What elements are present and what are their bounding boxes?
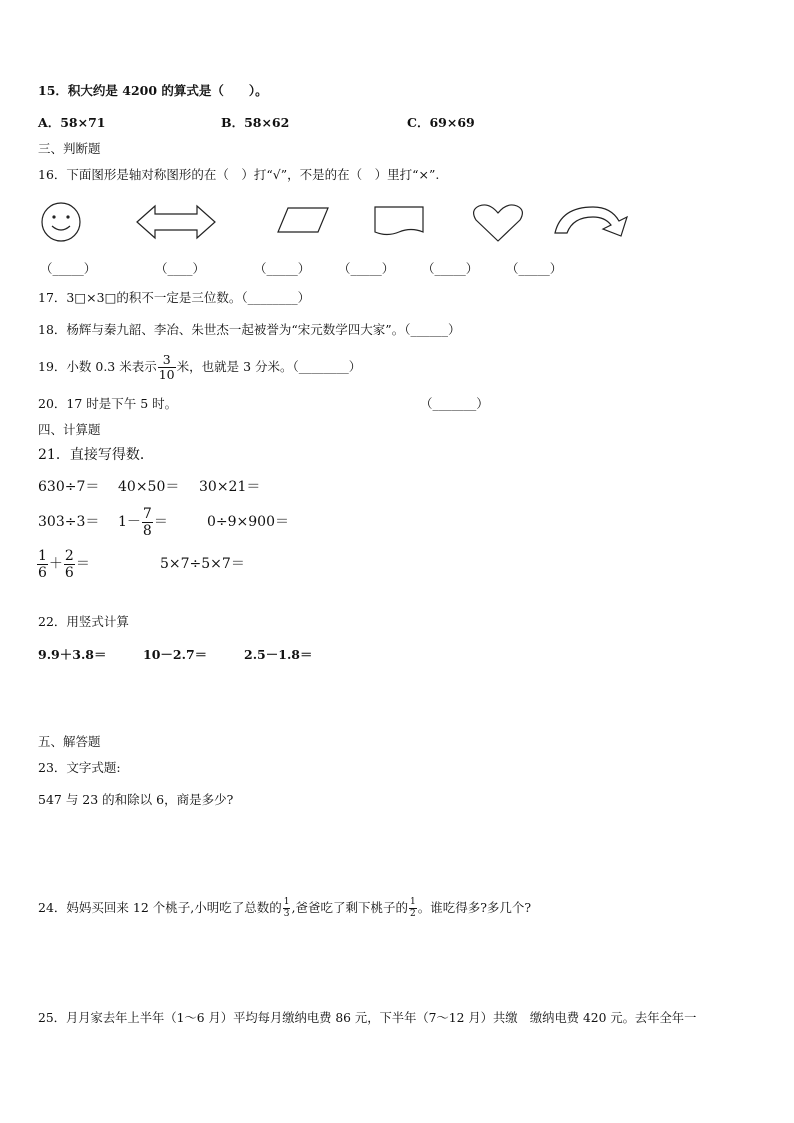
curved-arrow-icon [553,203,633,239]
q16-blank-6[interactable]: （_____） [506,261,563,276]
q21-item-7-equals: ＝ [75,556,90,572]
double-arrow-icon [135,203,217,241]
q21-item-1: 630÷7＝ [38,479,100,495]
q16-stem: 16．下面图形是轴对称图形的在（ ）打“√”，不是的在（ ）里打“×”. [38,167,440,182]
q24-fraction-2-numerator: 1 [409,897,416,907]
q19-fraction-numerator: 3 [158,354,176,369]
q17-stem: 17．3□×3□的积不一定是三位数。（________） [38,290,311,305]
q21-item-5 [118,503,168,541]
q23-body: 547 与 23 的和除以 6，商是多少? [38,792,234,807]
section-heading-judgement: 三、判断题 [38,141,101,156]
q21-item-7-plus: ＋ [48,556,63,572]
q16-blank-5[interactable]: （_____） [422,261,479,276]
q21-item-5-equals: ＝ [153,514,168,530]
q24-fraction-1-numerator: 1 [283,897,290,907]
q21-item-7-fraction-2 [64,549,75,580]
smiley-face-icon [40,201,82,243]
q20-stem: 20．17 时是下午 5 时。 [38,396,178,411]
q21-item-5-fraction [142,507,153,538]
q22-item-3: 2.5－1.8＝ [244,647,313,662]
q21-item-7-fraction-1 [37,549,48,580]
q21-item-8: 5×7÷5×7＝ [160,556,245,572]
q19-fraction [158,351,176,382]
section-heading-word-problems: 五、解答题 [38,734,101,749]
q24-fraction-2-denominator: 2 [409,909,416,919]
q24-text-3: 。谁吃得多?多几个? [417,900,532,915]
q21-item-2: 40×50＝ [118,479,180,495]
q16-blank-1[interactable]: （_____） [40,261,97,276]
q18-stem: 18．杨辉与秦九韶、李冶、朱世杰一起被誉为“宋元数学四大家”。（______） [38,322,461,337]
q16-blank-2[interactable]: （____） [155,261,206,276]
q22-item-2: 10－2.7＝ [143,647,208,662]
q15-option-b: B．58×62 [221,115,290,130]
q25-stem: 25．月月家去年上半年（1～6 月）平均每月缴纳电费 86 元，下半年（7～12 月）共缴 缴纳电费 420 元。去年全年一 [38,1011,697,1025]
q24-text-2: ,爸爸吃了剩下桃子的 [291,900,408,915]
q22-stem: 22．用竖式计算 [38,614,129,629]
q24-stem [38,896,531,920]
q21-item-7-denominator-2: 6 [64,564,74,581]
q24-fraction-1-denominator: 3 [283,909,290,919]
q19-stem [38,348,361,386]
q21-item-6: 0÷9×900＝ [207,514,289,530]
q15-option-c: C．69×69 [407,115,475,130]
q21-item-5-numerator: 7 [142,505,152,522]
parallelogram-icon [276,206,330,234]
q24-fraction-2 [409,898,417,919]
q21-item-7-numerator-1: 1 [38,547,47,564]
q16-blank-3[interactable]: （_____） [254,261,311,276]
q21-item-4: 303÷3＝ [38,514,100,530]
q22-item-1: 9.9＋3.8＝ [38,647,107,662]
q21-item-7-numerator-2: 2 [64,547,74,564]
q15-stem: 15．积大约是 4200 的算式是（ ）。 [38,83,268,98]
heart-icon [472,203,524,243]
q24-text-1: 24．妈妈买回来 12 个桃子,小明吃了总数的 [38,900,282,915]
q21-stem: 21．直接写得数． [38,447,154,463]
q19-text-after: 米，也就是 3 分米。（________） [176,359,362,374]
q23-stem: 23．文字式题: [38,760,121,775]
q20-blank[interactable]: （_______） [420,396,489,411]
q21-item-7-denominator-1: 6 [38,564,47,581]
q19-fraction-denominator: 10 [158,367,175,382]
q21-item-5-denominator: 8 [142,522,152,539]
wavy-flag-icon [373,205,425,237]
q15-option-a: A．58×71 [38,115,106,130]
q21-item-5-prefix: 1－ [118,514,141,530]
q19-text-before: 19．小数 0.3 米表示 [38,359,157,374]
q24-fraction-1 [283,898,291,919]
q21-item-3: 30×21＝ [199,479,261,495]
section-heading-calculation: 四、计算题 [38,422,101,437]
q16-blank-4[interactable]: （_____） [338,261,395,276]
q21-item-7 [36,545,90,583]
